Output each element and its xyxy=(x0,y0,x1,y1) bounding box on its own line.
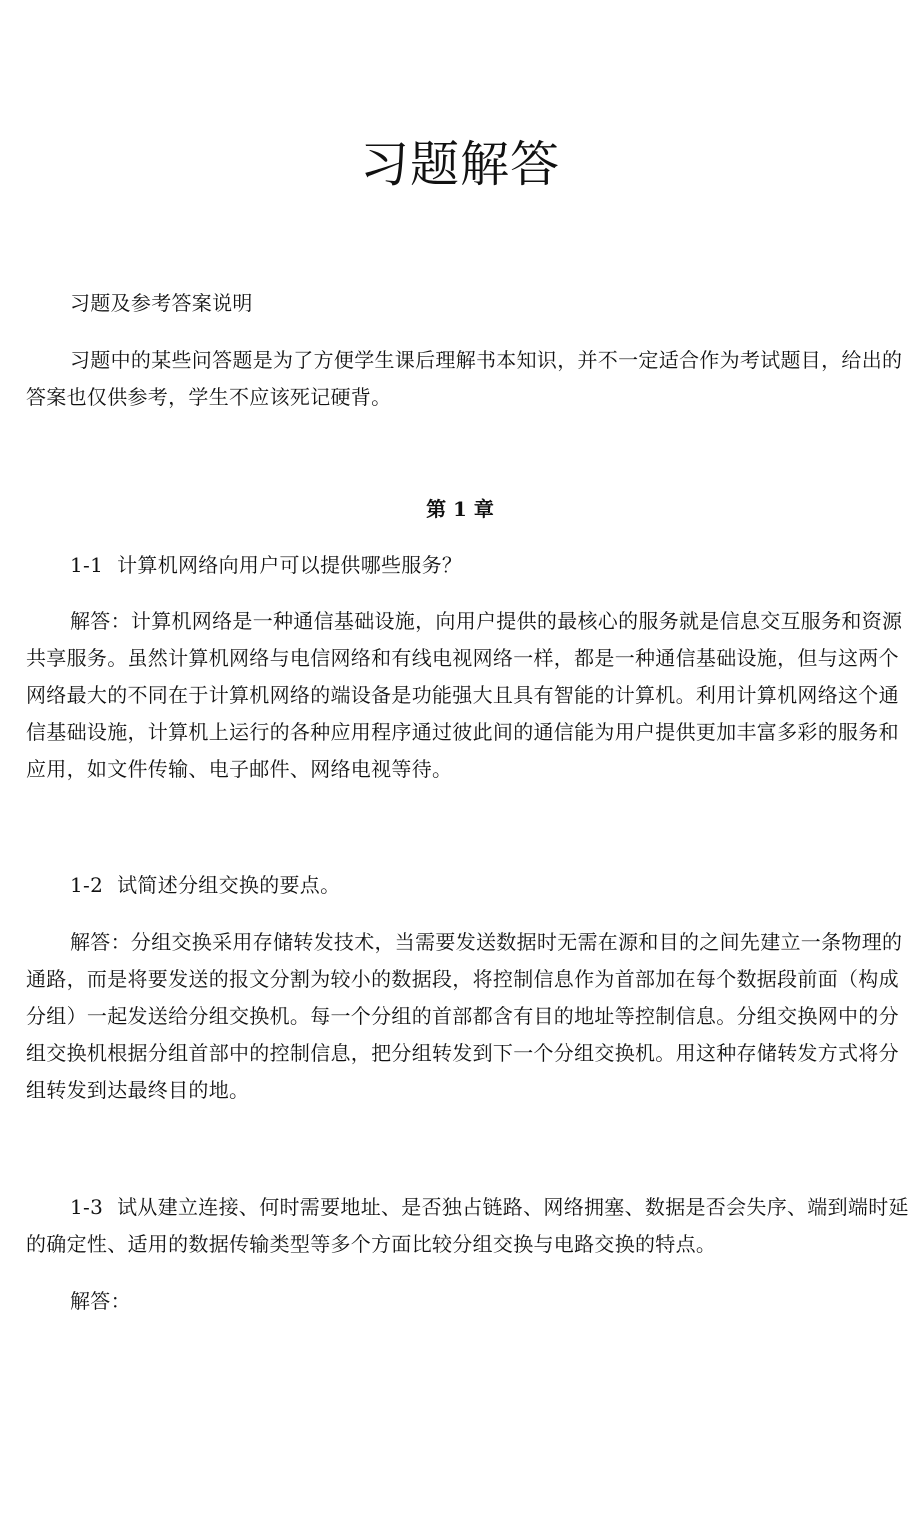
intro-text: 习题中的某些问答题是为了方便学生课后理解书本知识，并不一定适合作为考试题目，给出的答案也仅供参考，学生不应该死记硬背。 xyxy=(26,348,903,409)
question-1-3 xyxy=(26,1189,910,1263)
question-number: 1-3 xyxy=(70,1195,104,1219)
answer-1-2: 解答：分组交换采用存储转发技术，当需要发送数据时无需在源和目的之间先建立一条物理的通路，而是将要发送的报文分割为较小的数据段，将控制信息作为首部加在每个数据段前面（构成分组）一起发送给分组交换机。每一个分组的首部都含有目的地址等控制信息。分组交换网中的分组交换机根据分组首部中的控制信息，把分组转发到下一个分组交换机。用这种存储转发方式将分组转发到达最终目的地。 xyxy=(26,930,903,1102)
question-1-2 xyxy=(26,867,910,904)
chapter-heading: 第 1 章 xyxy=(426,497,494,521)
question-text: 试简述分组交换的要点。 xyxy=(117,873,341,897)
answer-1-1: 解答：计算机网络是一种通信基础设施，向用户提供的最核心的服务就是信息交互服务和资源共享服务。虽然计算机网络与电信网络和有线电视网络一样，都是一种通信基础设施，但与这两个网络最大的不同在于计算机网络的端设备是功能强大且具有智能的计算机。利用计算机网络这个通信基础设施，计算机上运行的各种应用程序通过彼此间的通信能为用户提供更加丰富多彩的服务和应用，如文件传输、电子邮件、网络电视等待。 xyxy=(26,609,903,781)
question-number: 1-2 xyxy=(70,873,104,897)
intro-heading: 习题及参考答案说明 xyxy=(70,291,253,315)
question-text: 计算机网络向用户可以提供哪些服务？ xyxy=(117,553,463,577)
question-number: 1-1 xyxy=(70,553,104,577)
page-title: 习题解答 xyxy=(359,136,560,193)
question-text: 试从建立连接、何时需要地址、是否独占链路、网络拥塞、数据是否会失序、端到端时延的确定性、适用的数据传输类型等多个方面比较分组交换与电路交换的特点。 xyxy=(26,1195,909,1256)
question-1-1 xyxy=(26,547,910,584)
answer-1-3: 解答： xyxy=(70,1289,131,1313)
